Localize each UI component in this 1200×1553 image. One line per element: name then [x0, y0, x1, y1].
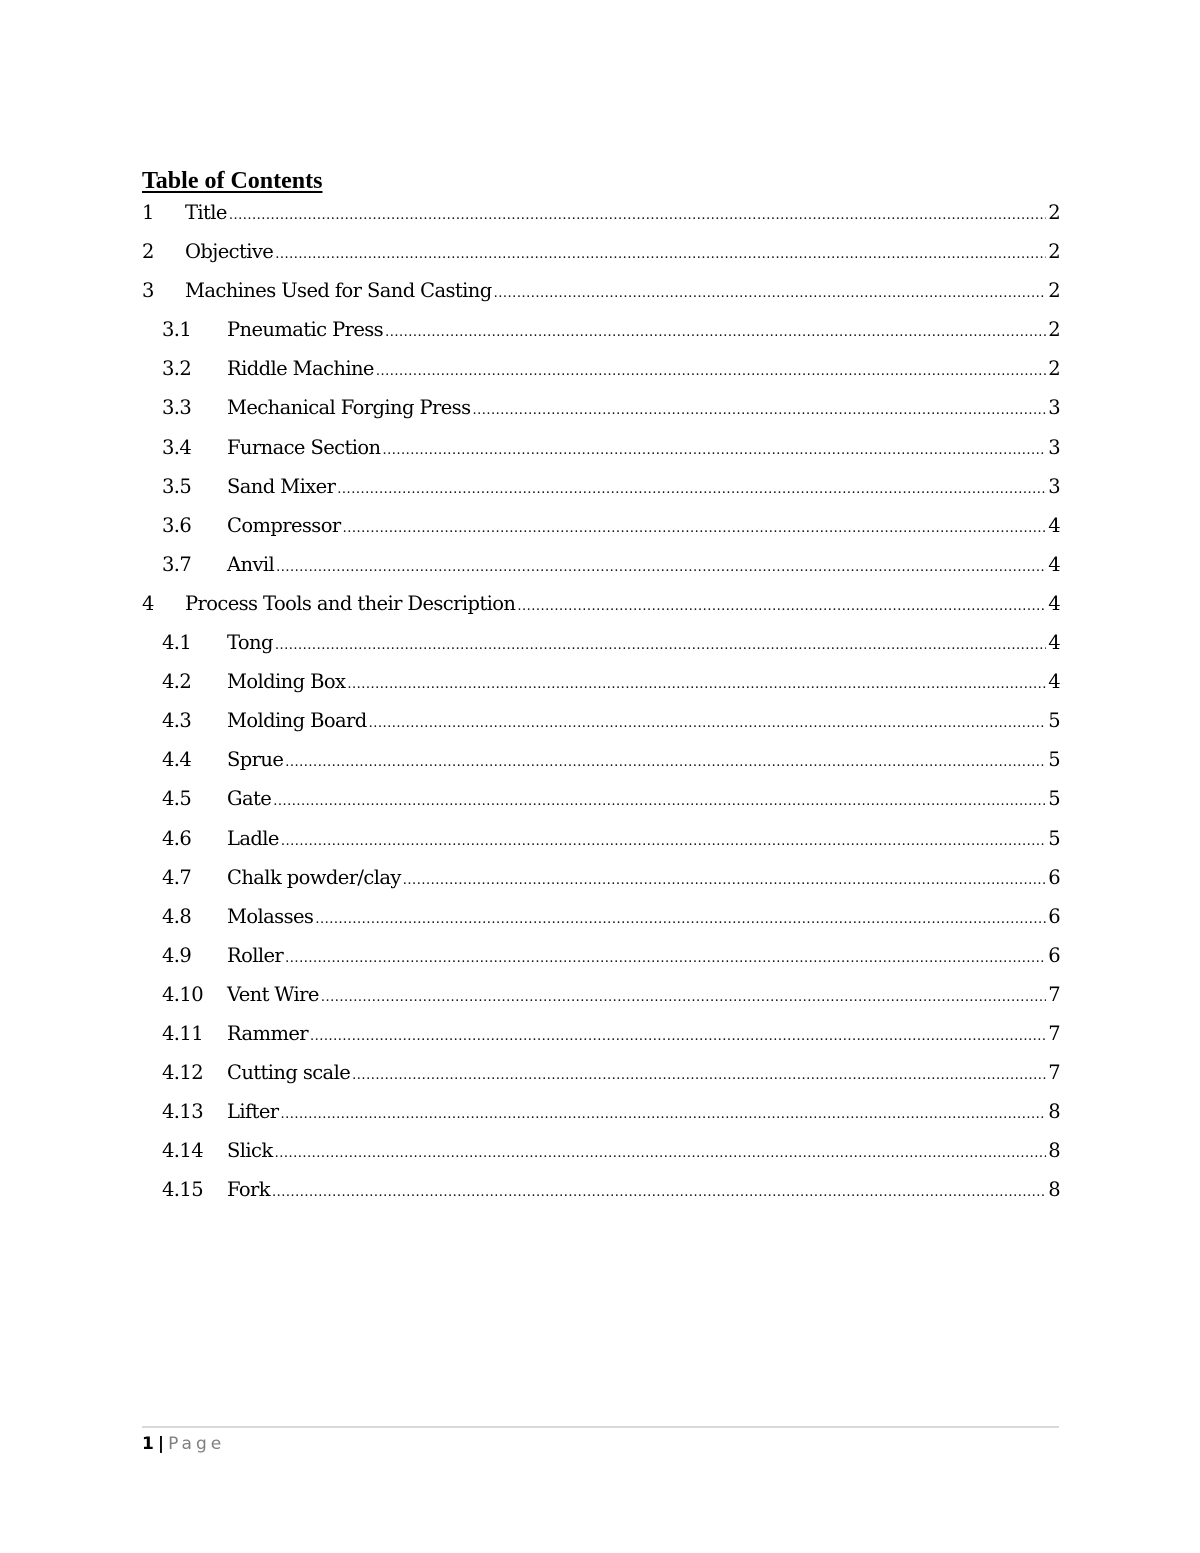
toc-entry-page: 4	[1048, 591, 1060, 615]
toc-entry-title: Fork	[227, 1178, 270, 1202]
toc-entry[interactable]	[142, 584, 1060, 623]
toc-entry-number: 4.7	[162, 865, 192, 889]
toc-entry-number: 4.1	[162, 631, 192, 655]
toc-entry[interactable]	[142, 779, 1060, 818]
toc-entry-page: 2	[1048, 357, 1060, 381]
toc-entry-number: 4.3	[162, 709, 192, 733]
toc-entry-title: Mechanical Forging Press	[227, 396, 471, 420]
toc-dot-leader	[285, 743, 1046, 782]
toc-entry-number: 3.4	[162, 435, 192, 459]
toc-dot-leader	[369, 704, 1047, 743]
toc-entry[interactable]	[142, 1092, 1060, 1131]
toc-entry-title: Title	[185, 201, 227, 224]
toc-entry[interactable]	[142, 193, 1060, 232]
toc-dot-leader	[229, 196, 1046, 235]
footer-page-label: Page	[168, 1434, 226, 1454]
toc-entry-number: 4.13	[162, 1100, 204, 1124]
toc-entry-page: 7	[1048, 1021, 1060, 1045]
toc-entry-title: Anvil	[227, 552, 275, 576]
toc-entry-page: 7	[1048, 1061, 1060, 1085]
toc-entry-title: Tong	[227, 631, 273, 655]
toc-entry-title: Molding Board	[227, 709, 367, 733]
toc-entry[interactable]	[142, 310, 1060, 349]
toc-entry-title: Sprue	[227, 748, 284, 772]
toc-entry[interactable]	[142, 1131, 1060, 1170]
toc-entry-number: 3.6	[162, 513, 192, 537]
toc-entry-title: Chalk powder/clay	[227, 865, 401, 889]
toc-entry-number: 1	[142, 201, 154, 224]
toc-list	[142, 193, 1060, 1209]
toc-entry[interactable]	[142, 388, 1060, 427]
toc-dot-leader	[315, 900, 1046, 939]
toc-entry-number: 3.5	[162, 474, 192, 498]
toc-entry-page: 2	[1048, 201, 1060, 224]
toc-heading: Table of Contents	[142, 168, 323, 194]
toc-entry-number: 2	[142, 240, 154, 264]
toc-entry-page: 7	[1048, 982, 1060, 1006]
toc-dot-leader	[472, 391, 1046, 430]
toc-dot-leader	[382, 431, 1046, 470]
toc-entry[interactable]	[142, 545, 1060, 584]
toc-dot-leader	[376, 352, 1046, 391]
toc-entry-number: 4.9	[162, 943, 192, 967]
toc-entry-page: 2	[1048, 318, 1060, 342]
toc-entry[interactable]	[142, 232, 1060, 271]
toc-entry-title: Roller	[227, 943, 284, 967]
toc-entry-title: Objective	[185, 240, 274, 264]
footer-separator: |	[157, 1434, 165, 1454]
toc-entry-title: Vent Wire	[227, 982, 319, 1006]
toc-entry[interactable]	[142, 1014, 1060, 1053]
toc-dot-leader	[272, 1173, 1046, 1212]
toc-dot-leader	[385, 313, 1046, 352]
toc-entry-page: 4	[1048, 670, 1060, 694]
toc-entry-page: 4	[1048, 513, 1060, 537]
toc-entry-number: 4.5	[162, 787, 192, 811]
toc-entry[interactable]	[142, 506, 1060, 545]
toc-entry-page: 3	[1048, 474, 1060, 498]
toc-dot-leader	[281, 1095, 1047, 1134]
toc-entry-number: 4	[142, 591, 154, 615]
toc-entry-page: 6	[1048, 943, 1060, 967]
toc-entry-number: 4.6	[162, 826, 192, 850]
toc-entry-page: 6	[1048, 904, 1060, 928]
toc-dot-leader	[285, 939, 1046, 978]
toc-entry[interactable]	[142, 819, 1060, 858]
toc-entry[interactable]	[142, 701, 1060, 740]
toc-entry-title: Riddle Machine	[227, 357, 374, 381]
toc-entry-number: 4.2	[162, 670, 192, 694]
toc-entry-page: 8	[1048, 1178, 1060, 1202]
toc-entry-number: 4.4	[162, 748, 192, 772]
toc-entry-page: 5	[1048, 748, 1060, 772]
toc-entry-title: Compressor	[227, 513, 341, 537]
footer-divider	[142, 1426, 1059, 1428]
toc-dot-leader	[275, 1134, 1047, 1173]
toc-entry[interactable]	[142, 740, 1060, 779]
toc-dot-leader	[343, 509, 1047, 548]
toc-entry-title: Pneumatic Press	[227, 318, 384, 342]
toc-entry-page: 5	[1048, 709, 1060, 733]
toc-entry-number: 3.3	[162, 396, 192, 420]
toc-entry-title: Rammer	[227, 1021, 308, 1045]
toc-entry[interactable]	[142, 897, 1060, 936]
toc-entry-number: 4.10	[162, 982, 204, 1006]
toc-dot-leader	[276, 548, 1046, 587]
toc-entry[interactable]	[142, 349, 1060, 388]
toc-entry-title: Lifter	[227, 1100, 279, 1124]
toc-entry-title: Molasses	[227, 904, 314, 928]
toc-entry-title: Slick	[227, 1139, 273, 1163]
toc-entry[interactable]	[142, 467, 1060, 506]
toc-entry-title: Ladle	[227, 826, 279, 850]
toc-entry-number: 4.15	[162, 1178, 204, 1202]
toc-dot-leader	[352, 1056, 1046, 1095]
toc-entry-number: 4.11	[162, 1021, 204, 1045]
toc-entry-page: 2	[1048, 240, 1060, 264]
toc-entry[interactable]	[142, 1170, 1060, 1209]
toc-entry-number: 4.8	[162, 904, 192, 928]
toc-entry-number: 4.12	[162, 1061, 204, 1085]
toc-entry[interactable]	[142, 271, 1060, 310]
toc-entry-page: 4	[1048, 631, 1060, 655]
toc-dot-leader	[281, 822, 1046, 861]
toc-entry-page: 8	[1048, 1100, 1060, 1124]
toc-dot-leader	[337, 470, 1046, 509]
toc-entry-number: 3.1	[162, 318, 192, 342]
toc-dot-leader	[273, 782, 1046, 821]
page-footer	[142, 1432, 225, 1456]
toc-entry-page: 8	[1048, 1139, 1060, 1163]
toc-entry[interactable]	[142, 858, 1060, 897]
toc-entry-number: 3.7	[162, 552, 192, 576]
toc-dot-leader	[310, 1017, 1046, 1056]
toc-entry-number: 4.14	[162, 1139, 204, 1163]
toc-entry-title: Cutting scale	[227, 1061, 351, 1085]
toc-entry[interactable]	[142, 936, 1060, 975]
toc-entry-number: 3	[142, 279, 154, 303]
toc-dot-leader	[347, 665, 1046, 704]
toc-entry[interactable]	[142, 623, 1060, 662]
toc-entry-title: Process Tools and their Description	[185, 591, 516, 615]
toc-entry-page: 4	[1048, 552, 1060, 576]
toc-dot-leader	[403, 861, 1046, 900]
toc-dot-leader	[275, 626, 1046, 665]
toc-dot-leader	[321, 978, 1046, 1017]
toc-entry-title: Gate	[227, 787, 272, 811]
toc-entry-number: 3.2	[162, 357, 192, 381]
toc-dot-leader	[494, 274, 1047, 313]
toc-entry[interactable]	[142, 975, 1060, 1014]
toc-entry-page: 3	[1048, 435, 1060, 459]
toc-entry[interactable]	[142, 662, 1060, 701]
toc-entry-title: Machines Used for Sand Casting	[185, 279, 492, 303]
toc-entry-title: Sand Mixer	[227, 474, 336, 498]
toc-entry-page: 5	[1048, 826, 1060, 850]
toc-entry-page: 2	[1048, 279, 1060, 303]
toc-entry-page: 5	[1048, 787, 1060, 811]
toc-entry-page: 3	[1048, 396, 1060, 420]
toc-entry-page: 6	[1048, 865, 1060, 889]
toc-entry-title: Molding Box	[227, 670, 346, 694]
toc-entry-title: Furnace Section	[227, 435, 381, 459]
toc-dot-leader	[517, 587, 1046, 626]
toc-entry[interactable]	[142, 1053, 1060, 1092]
footer-page-number: 1	[142, 1434, 154, 1454]
toc-entry[interactable]	[142, 428, 1060, 467]
toc-dot-leader	[275, 235, 1046, 274]
